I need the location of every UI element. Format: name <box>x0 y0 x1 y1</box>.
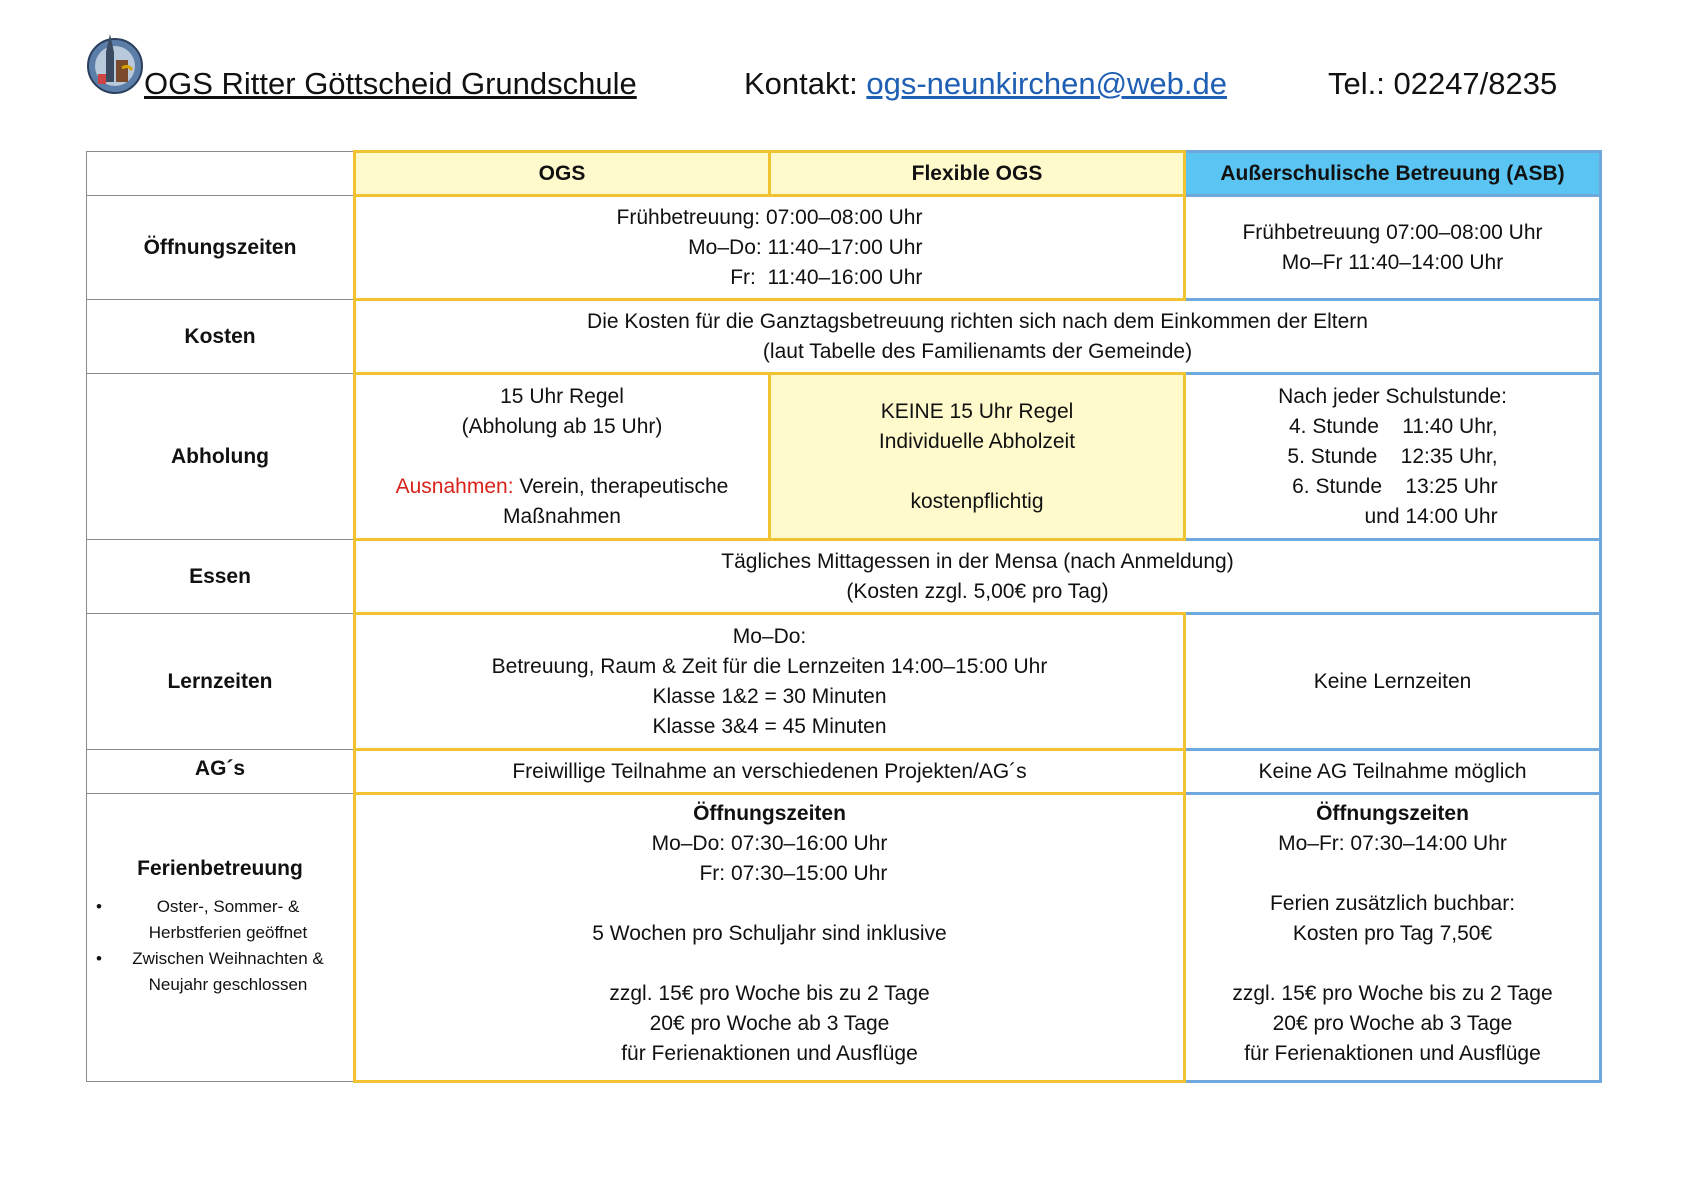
abholung-flex-cell <box>770 374 1185 540</box>
ferien-asb-extra: Ferien zusätzlich buchbar: <box>1269 892 1516 915</box>
row-label-ags: AG´s <box>87 750 355 794</box>
abholung-flex-line: KEINE 15 Uhr Regel <box>880 399 1074 423</box>
abholung-ogs-rule-detail: (Abholung ab 15 Uhr) <box>461 414 663 438</box>
table-row <box>87 196 1601 300</box>
oeffnungszeiten-ogs-line: Mo–Do: 11:40–17:00 Uhr <box>688 235 923 259</box>
lernzeiten-ogs-line: Klasse 1&2 = 30 Minuten <box>652 684 887 708</box>
exceptions-text: Verein, therapeutische <box>513 474 729 498</box>
ferien-ogs-cost: für Ferienaktionen und Ausflüge <box>621 1042 918 1065</box>
abholung-ogs-exceptions <box>364 472 760 502</box>
column-header-asb: Außerschulische Betreuung (ASB) <box>1185 152 1601 196</box>
column-header-flex-ogs: Flexible OGS <box>770 152 1185 196</box>
row-label-ferien-cell <box>87 794 355 1082</box>
abholung-asb-line: 5. Stunde 12:35 Uhr, <box>1287 444 1498 468</box>
ferien-asb-extra: Kosten pro Tag 7,50€ <box>1292 922 1493 945</box>
ags-ogs-cell: Freiwillige Teilnahme an verschiedenen Projekten/AG´s <box>355 750 1185 794</box>
oeffnungszeiten-ogs-cell <box>355 196 1185 300</box>
ferien-ogs-heading: Öffnungszeiten <box>693 802 846 825</box>
lernzeiten-ogs-line: Betreuung, Raum & Zeit für die Lernzeiten 14:00–15:00 Uhr <box>491 654 1048 678</box>
column-header-ogs: OGS <box>355 152 770 196</box>
abholung-ogs-cell <box>355 374 770 540</box>
contact-email-link[interactable]: ogs-neunkirchen@web.de <box>866 66 1228 101</box>
exceptions-text-cont: Maßnahmen <box>503 504 621 528</box>
schedule-table <box>86 150 1602 1083</box>
abholung-asb-line: Nach jeder Schulstunde: <box>1278 384 1507 408</box>
table-row <box>87 374 1601 540</box>
list-item: • Zwischen Weihnachten & Neujahr geschlossen <box>95 946 345 998</box>
ferien-asb-cost: für Ferienaktionen und Ausflüge <box>1244 1042 1541 1065</box>
ags-asb-cell: Keine AG Teilnahme möglich <box>1185 750 1601 794</box>
kosten-line: Die Kosten für die Ganztagsbetreuung richten sich nach dem Einkommen der Eltern <box>587 309 1368 333</box>
kosten-line: (laut Tabelle des Familienamts der Gemeinde) <box>762 339 1193 363</box>
abholung-flex-line: Individuelle Abholzeit <box>878 429 1076 453</box>
lernzeiten-asb-cell: Keine Lernzeiten <box>1185 614 1601 750</box>
abholung-asb-cell <box>1185 374 1601 540</box>
lernzeiten-ogs-line: Klasse 3&4 = 45 Minuten <box>652 714 887 738</box>
school-title: OGS Ritter Göttscheid Grundschule <box>144 66 637 101</box>
table-row <box>87 750 1601 794</box>
essen-line: Tägliches Mittagessen in der Mensa (nach Anmeldung) <box>721 549 1234 573</box>
ferien-ogs-cost: 20€ pro Woche ab 3 Tage <box>649 1012 890 1035</box>
abholung-asb-line: 6. Stunde 13:25 Uhr <box>1292 474 1498 498</box>
essen-line: (Kosten zzgl. 5,00€ pro Tag) <box>846 579 1109 603</box>
abholung-flex-line: kostenpflichtig <box>910 489 1044 513</box>
lernzeiten-ogs-cell <box>355 614 1185 750</box>
ferien-asb-cell <box>1185 794 1601 1082</box>
ferien-ogs-cost: zzgl. 15€ pro Woche bis zu 2 Tage <box>609 982 930 1005</box>
row-label-kosten: Kosten <box>87 300 355 374</box>
exceptions-label: Ausnahmen: <box>395 474 514 498</box>
phone-number: Tel.: 02247/8235 <box>1328 66 1558 101</box>
ferien-notes-list <box>95 894 345 998</box>
row-label-lernzeiten: Lernzeiten <box>87 614 355 750</box>
oeffnungszeiten-asb-line: Mo–Fr 11:40–14:00 Uhr <box>1281 250 1504 274</box>
ferien-ogs-hours: Fr: 07:30–15:00 Uhr <box>699 862 888 885</box>
ferien-ogs-cell <box>355 794 1185 1082</box>
row-label-ferienbetreuung: Ferienbetreuung <box>137 857 303 880</box>
table-corner-cell <box>87 152 355 196</box>
abholung-asb-line: 4. Stunde 11:40 Uhr, <box>1288 414 1498 438</box>
school-crest-logo <box>86 30 144 96</box>
essen-cell <box>355 540 1601 614</box>
ferien-asb-cost: zzgl. 15€ pro Woche bis zu 2 Tage <box>1232 982 1553 1005</box>
kosten-cell <box>355 300 1601 374</box>
row-label-abholung: Abholung <box>87 374 355 540</box>
page-header <box>86 30 1606 110</box>
oeffnungszeiten-asb-cell <box>1185 196 1601 300</box>
oeffnungszeiten-asb-line: Frühbetreuung 07:00–08:00 Uhr <box>1242 220 1543 244</box>
ferien-ogs-hours: Mo–Do: 07:30–16:00 Uhr <box>651 832 888 855</box>
lernzeiten-ogs-line: Mo–Do: <box>732 624 807 648</box>
list-item: • Oster-, Sommer- & Herbstferien geöffnet <box>95 894 345 946</box>
row-label-oeffnungszeiten: Öffnungszeiten <box>87 196 355 300</box>
abholung-asb-line: und 14:00 Uhr <box>1364 504 1498 528</box>
row-label-essen: Essen <box>87 540 355 614</box>
abholung-ogs-rule: 15 Uhr Regel <box>500 384 624 408</box>
oeffnungszeiten-ogs-line: Frühbetreuung: 07:00–08:00 Uhr <box>616 205 923 229</box>
ferien-ogs-weeks: 5 Wochen pro Schuljahr sind inklusive <box>592 922 947 945</box>
table-row <box>87 794 1601 1082</box>
ferien-asb-hours: Mo–Fr: 07:30–14:00 Uhr <box>1278 832 1507 855</box>
oeffnungszeiten-ogs-line: Fr: 11:40–16:00 Uhr <box>730 265 923 289</box>
ferien-asb-cost: 20€ pro Woche ab 3 Tage <box>1272 1012 1513 1035</box>
ferien-asb-heading: Öffnungszeiten <box>1316 802 1469 825</box>
contact-label: Kontakt: <box>744 66 858 101</box>
table-row <box>87 300 1601 374</box>
contact-info <box>744 66 1227 102</box>
table-row <box>87 540 1601 614</box>
table-header-row <box>87 152 1601 196</box>
table-row <box>87 614 1601 750</box>
